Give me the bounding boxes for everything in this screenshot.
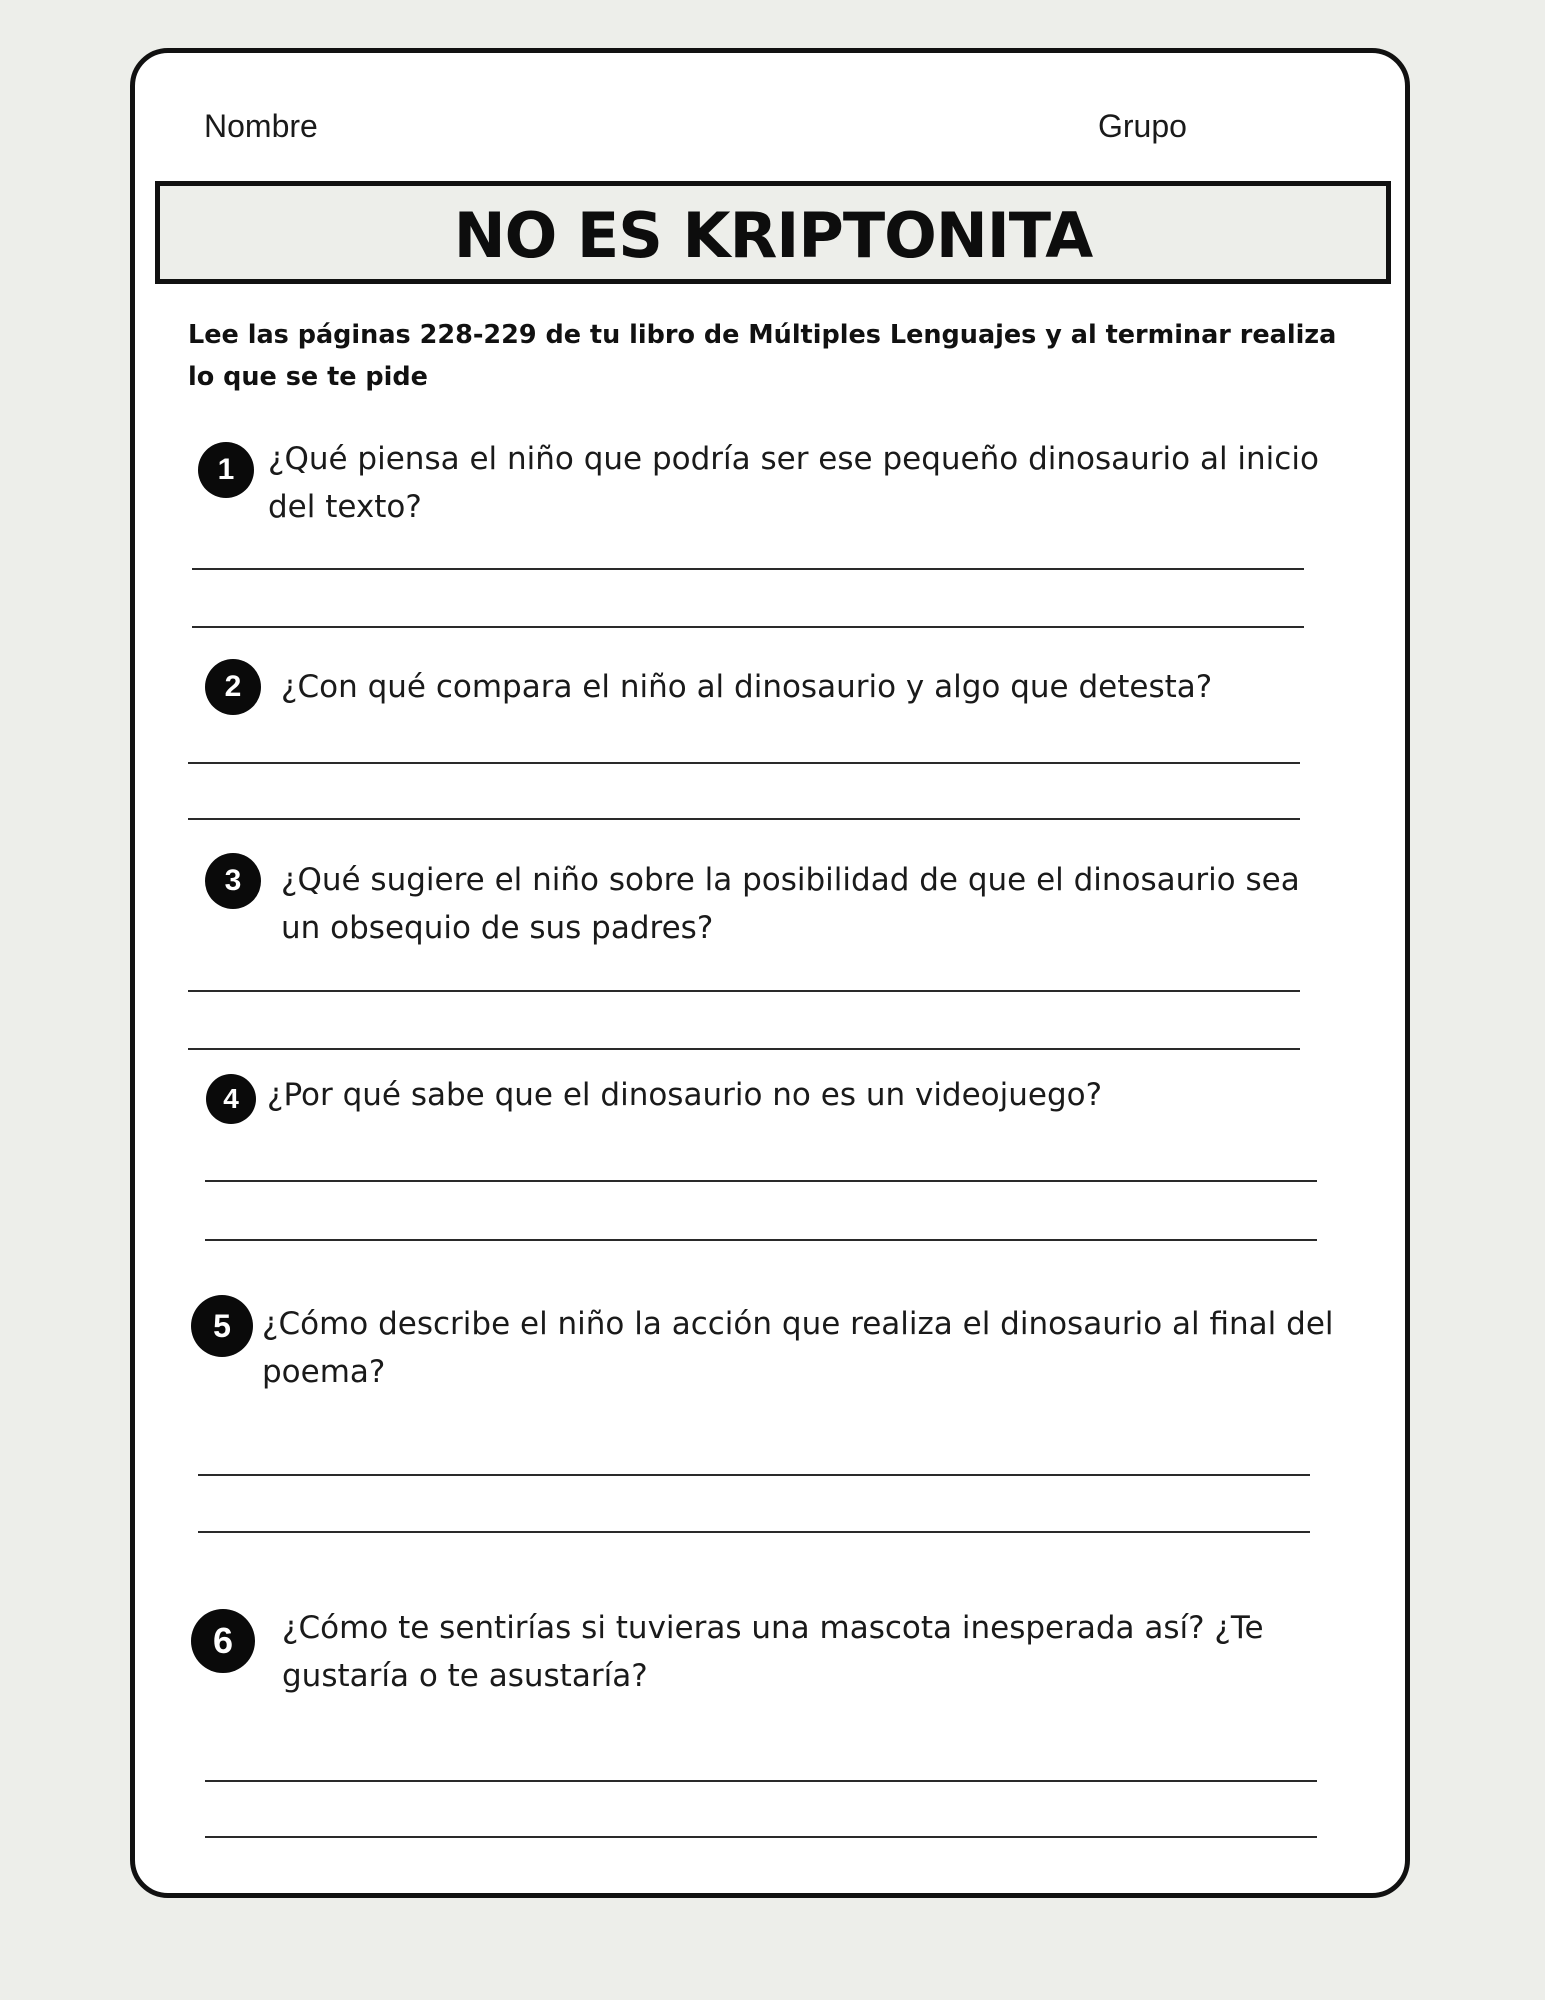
answer-line[interactable] bbox=[205, 1780, 1317, 1782]
answer-line[interactable] bbox=[198, 1474, 1310, 1476]
answer-line[interactable] bbox=[205, 1836, 1317, 1838]
question-number-badge: 2 bbox=[205, 659, 261, 715]
question-text: ¿Por qué sabe que el dinosaurio no es un videojuego? bbox=[267, 1077, 1103, 1113]
answer-line[interactable] bbox=[205, 1239, 1317, 1241]
answer-line[interactable] bbox=[198, 1531, 1310, 1533]
question-number-badge: 4 bbox=[206, 1074, 256, 1124]
question-number-badge: 3 bbox=[205, 853, 261, 909]
instructions-text: Lee las páginas 228-229 de tu libro de Múltiples Lenguajes y al terminar realiza lo que se te pide bbox=[188, 320, 1337, 392]
question-number-badge: 5 bbox=[191, 1295, 253, 1357]
question-text: ¿Cómo te sentirías si tuvieras una mascota inesperada así? ¿Te gustaría o te asustaría? bbox=[282, 1610, 1264, 1694]
answer-line[interactable] bbox=[192, 626, 1304, 628]
answer-line[interactable] bbox=[188, 1048, 1300, 1050]
question-number-badge: 6 bbox=[191, 1609, 255, 1673]
title-banner bbox=[155, 181, 1391, 284]
question-text: ¿Qué sugiere el niño sobre la posibilidad de que el dinosaurio sea un obsequio de sus padres? bbox=[281, 862, 1300, 946]
page-title: NO ES KRIPTONITA bbox=[453, 199, 1093, 272]
answer-line[interactable] bbox=[192, 568, 1304, 570]
answer-line[interactable] bbox=[205, 1180, 1317, 1182]
group-label: Grupo bbox=[1098, 108, 1187, 144]
answer-line[interactable] bbox=[188, 990, 1300, 992]
answer-line[interactable] bbox=[188, 762, 1300, 764]
name-label: Nombre bbox=[204, 108, 318, 144]
question-text: ¿Qué piensa el niño que podría ser ese pequeño dinosaurio al inicio del texto? bbox=[268, 441, 1319, 525]
question-text: ¿Cómo describe el niño la acción que realiza el dinosaurio al final del poema? bbox=[262, 1306, 1334, 1390]
question-number-badge: 1 bbox=[198, 442, 254, 498]
answer-line[interactable] bbox=[188, 818, 1300, 820]
question-text: ¿Con qué compara el niño al dinosaurio y algo que detesta? bbox=[281, 669, 1213, 705]
